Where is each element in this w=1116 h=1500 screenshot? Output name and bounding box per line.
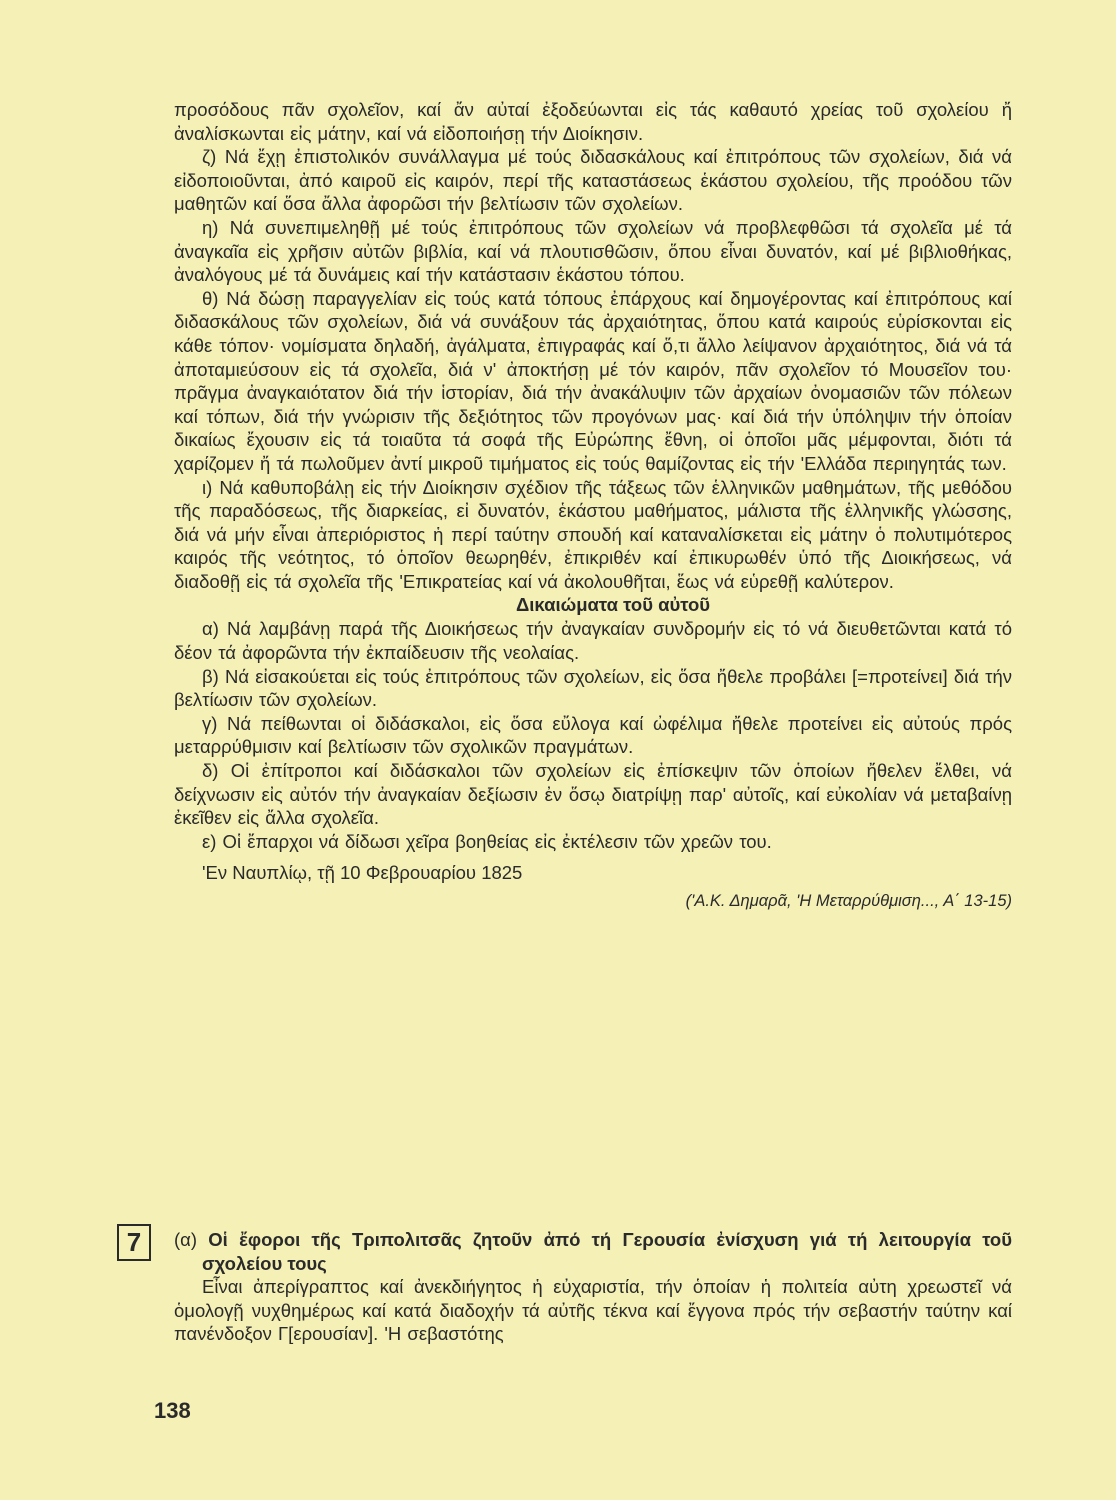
right-paragraph-c: γ) Νά πείθωνται οἱ διδάσκαλοι, εἰς ὅσα εὔλογα καί ὠφέλιμα ἤθελε προτείνει εἰς αὐτούς πρός μεταρρύθμισιν καί βελτίωσιν τῶν σχολικῶν πραγμάτων. [174,712,1012,758]
duty-paragraph-i: η) Νά συνεπιμεληθῇ μέ τούς ἐπιτρόπους τῶν σχολείων νά προβλεφθῶσι τά σχολεῖα μέ τά ἀναγκαῖα εἰς χρῆσιν αὐτῶν βιβλία, καί νά πλουτισθῶσιν, ὅπου εἶναι δυνατόν, καί μέ βιβλιοθήκας, ἀναλόγους μέ τά δυνάμεις καί τήν κατάστασιν ἑκάστου τόπου. [174,216,1012,286]
document-number-box: 7 [117,1224,151,1261]
right-paragraph-b: β) Νά εἰσακούεται εἰς τούς ἐπιτρόπους τῶν σχολείων, εἰς ὅσα ἤθελε προβάλει [=προτείνει] διά τήν βελτίωσιν τῶν σχολείων. [174,665,1012,711]
right-paragraph-a: α) Νά λαμβάνῃ παρά τῆς Διοικήσεως τήν ἀναγκαίαν συνδρομήν εἰς τό νά διευθετῶνται κατά τό δέον τά ἀφορῶντα τήν ἐκπαίδευσιν τῆς νεολαίας. [174,618,1012,664]
document-7-section [174,1228,1012,1346]
document-body: Εἶναι ἀπερίγραπτος καί ἀνεκδιήγητος ἡ εὐχαριστία, τήν ὁποίαν ἡ πολιτεία αὐτη χρεωστεῖ νά ὁμολογῇ νυχθημέρως καί κατά διαδοχήν τά αὐτῆς τέκνα καί ἔγγονα πρός τήν σεβαστήν ταύτην καί πανένδοξον Γ[ερουσίαν]. 'Η σεβαστότης [174,1276,1012,1345]
signoff-line: 'Εν Ναυπλίῳ, τῇ 10 Φεβρουαρίου 1825 [202,862,523,884]
rights-heading: Δικαιώματα τοῦ αὐτοῦ [515,594,711,616]
duty-paragraph-iota: ι) Νά καθυποβάλῃ εἰς τήν Διοίκησιν σχέδιον τῆς τάξεως τῶν ἑλληνικῶν μαθημάτων, τῆς μεθόδου τῆς παραδόσεως, τῆς διαρκείας, εἰ δυνατόν, ἑκάστου μαθήματος, μάλιστα τῆς ἑλληνικῆς γλώσσης, διά νά μήν εἶναι ἀπεριόριστος ἡ περί ταύτην σπουδή καί καταναλίσκεται εἰς μάτην ὁ πολυτιμότερος καιρός τῆς νεότητος, τό ὁποῖον θεωρηθέν, ἐπικριθέν καί ἐπικυρωθέν ὑπό τῆς Διοικήσεως, νά διαδοθῇ εἰς τά σχολεῖα τῆς 'Επικρατείας καί νά ἀκολουθῆται, ἕως νά εὑρεθῇ καλύτερον. [174,476,1012,592]
right-paragraph-d: δ) Οἱ ἐπίτροποι καί διδάσκαλοι τῶν σχολείων εἰς ἐπίσκεψιν τῶν ὁποίων ἤθελεν ἔλθει, νά δείχνωσιν εἰς αὐτόν τήν ἀναγκαίαν δεξίωσιν ἐν ὅσῳ διατρίψῃ παρ' αὐτοῖς, καί εὐκολίαν νά μεταβαίνῃ ἐκεῖθεν εἰς ἄλλα σχολεῖα. [174,760,1012,829]
document-tag: (α) [174,1229,198,1250]
right-paragraph-e: ε) Οἱ ἔπαρχοι νά δίδωσι χεῖρα βοηθείας εἰς ἐκτέλεσιν τῶν χρεῶν του. [202,830,772,852]
main-text-column [174,98,1012,913]
source-citation: ('Α.Κ. Δημαρᾶ, 'Η Μεταρρύθμιση..., Α΄ 13-15) [685,892,1012,911]
document-title [174,1228,1012,1275]
continuation-paragraph: προσόδους πᾶν σχολεῖον, καί ἄν αὐταί ἐξοδεύωνται εἰς τάς καθαυτό χρείας τοῦ σχολείου ἤ ἀναλίσκωνται εἰς μάτην, καί νά εἰδοποιήσῃ τήν Διοίκησιν. [174,99,1012,144]
page-number: 138 [154,1398,191,1423]
duty-paragraph-th: θ) Νά δώσῃ παραγγελίαν εἰς τούς κατά τόπους ἐπάρχους καί δημογέροντας καί ἐπιτρόπους καί διδασκάλους τῶν σχολείων, διά νά συνάξουν τάς ἀρχαιότητας, ὅπου κατά καιρούς εὑρίσκονται εἰς κάθε τόπον· νομίσματα δηλαδή, ἀγάλματα, ἐπιγραφάς καί ὅ,τι ἄλλο λείψανον ἀρχαιότητος, διά νά τά ἀποταμιεύσουν εἰς τά σχολεῖα, διά ν' ἀποκτήσῃ μέ τόν καιρόν, πᾶν σχολεῖον τό Μουσεῖον του· πρᾶγμα ἀναγκαιότατον διά τήν ἱστορίαν, διά τήν ἀνακάλυψιν τῶν ἀρχαίων ὀνομασιῶν τῶν πόλεων καί τόπων, διά τήν γνώρισιν τῆς δεξιότητος τῶν προγόνων μας· καί διά τήν ὑπόληψιν τήν ὁποίαν δικαίως ἔχουσιν εἰς τά τοιαῦτα τά σοφά τῆς Εὐρώπης ἔθνη, οἱ ὁποῖοι μᾶς μέμφονται, διότι τά χαρίζομεν ἤ τά πωλοῦμεν ἀντί μικροῦ τιμήματος εἰς τούς θαμίζοντας εἰς τήν 'Ελλάδα περιηγητάς των. [174,287,1012,474]
duty-paragraph-z: ζ) Νά ἔχῃ ἐπιστολικόν συνάλλαγμα μέ τούς διδασκάλους καί ἐπιτρόπους τῶν σχολείων, διά νά εἰδοποιοῦνται, ἀπό καιροῦ εἰς καιρόν, περί τῆς καταστάσεως ἑκάστου σχολείου, τῆς προόδου τῶν μαθητῶν καί ὅσα ἄλλα ἀφορῶσι τήν βελτίωσιν τῶν σχολείων. [174,146,1012,215]
document-title-text: Οἱ ἔφοροι τῆς Τριπολιτσᾶς ζητοῦν ἀπό τή Γερουσία ἐνίσχυση γιά τή λειτουργία τοῦ σχολείου τους [202,1229,1012,1274]
